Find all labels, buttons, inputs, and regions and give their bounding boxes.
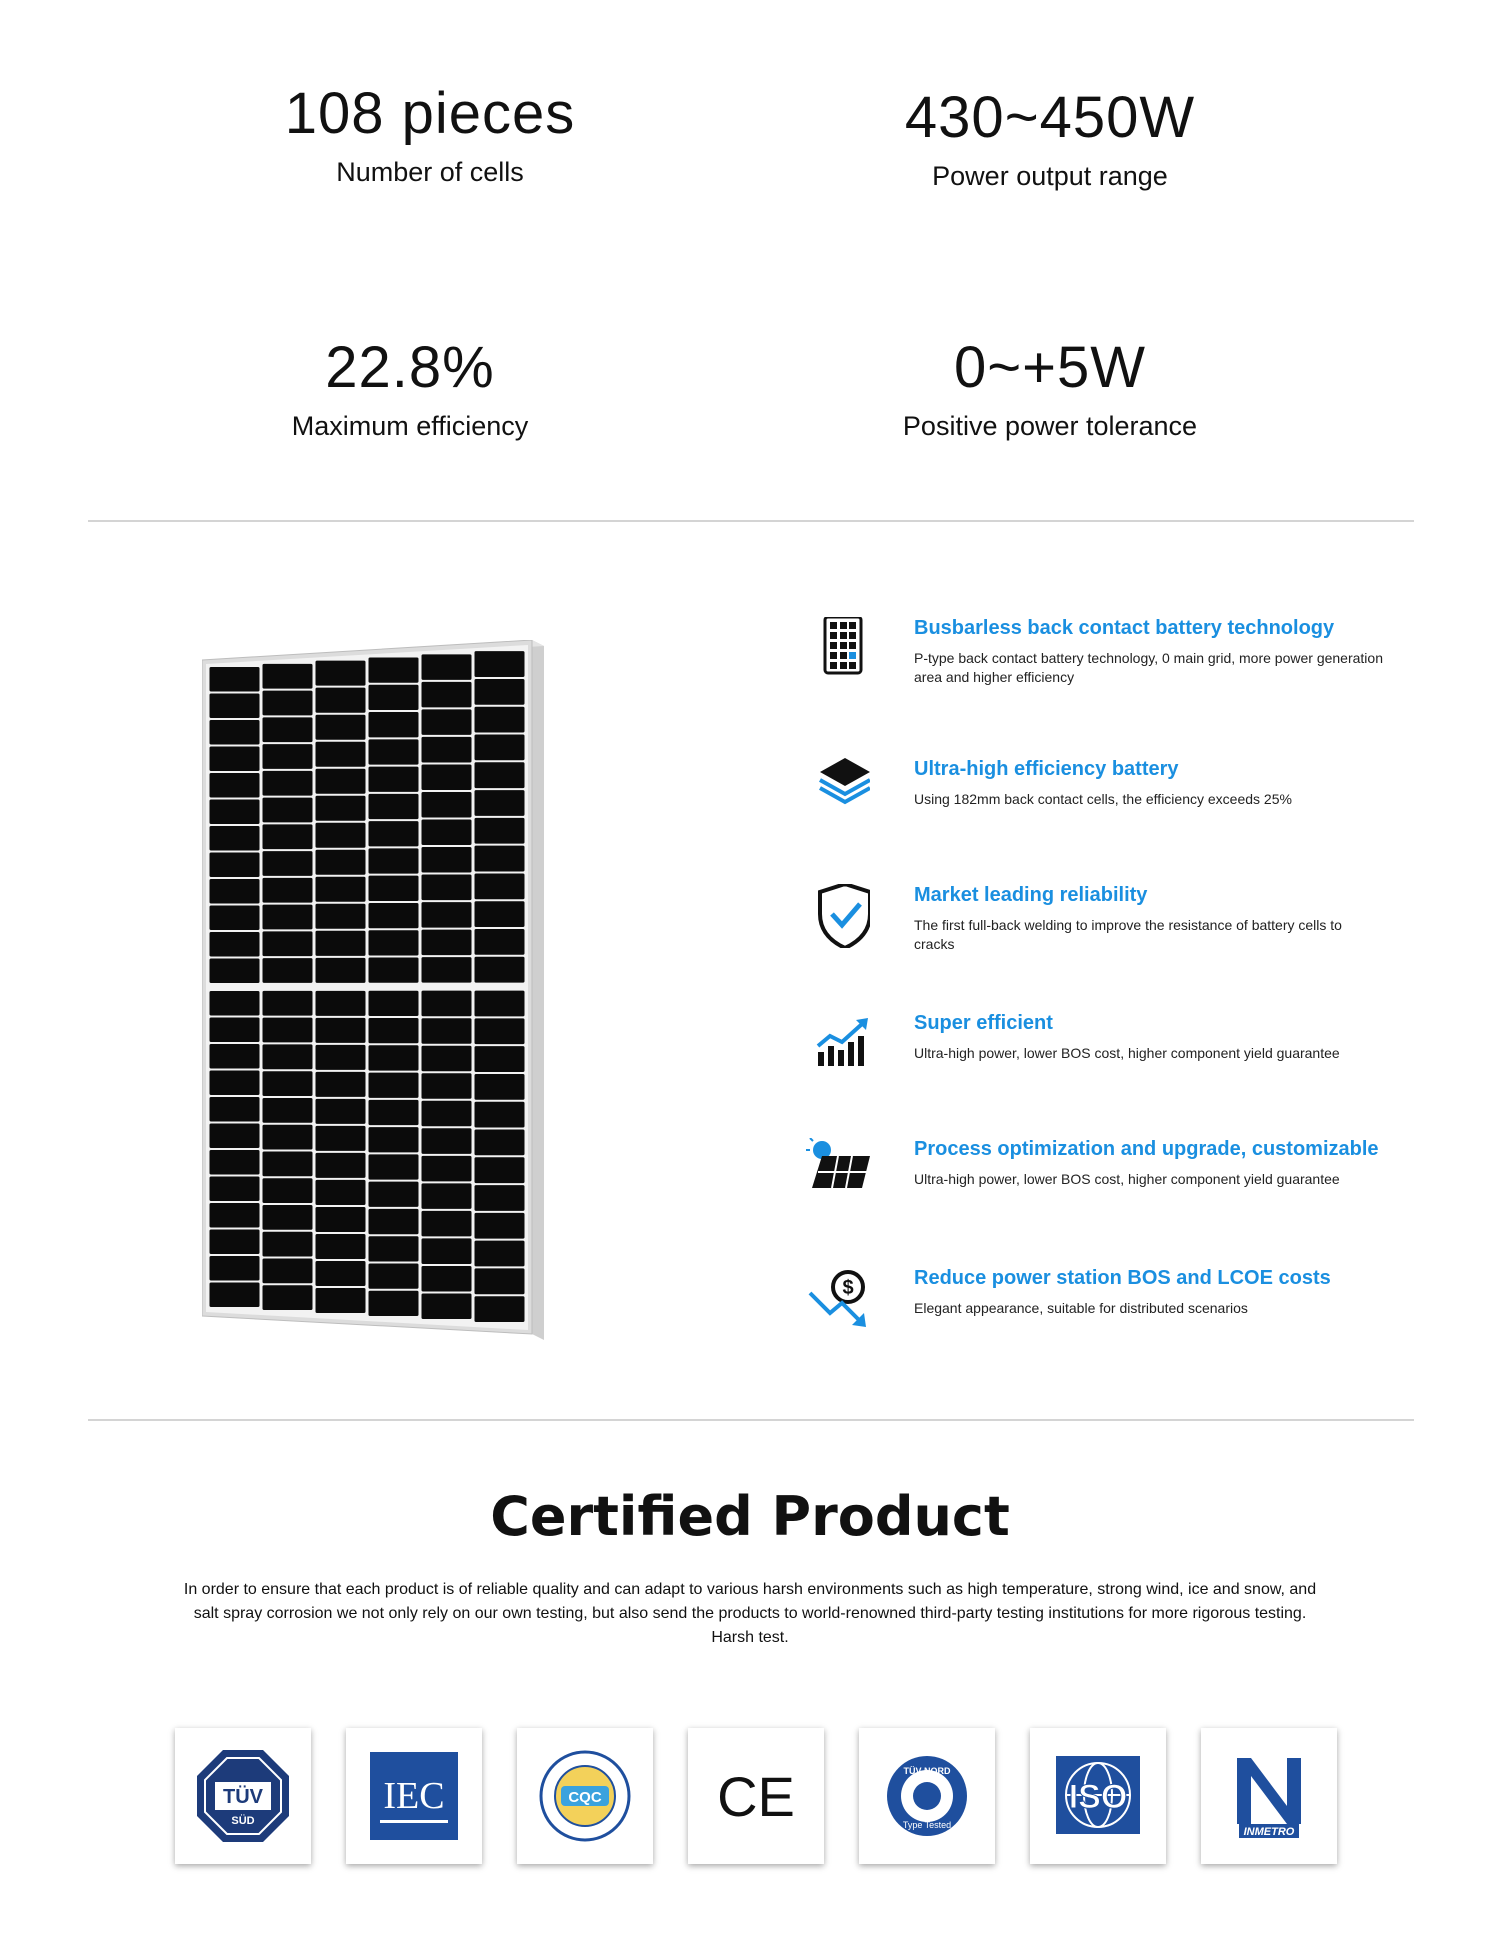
feature-description: Ultra-high power, lower BOS cost, higher component yield guarantee: [914, 1171, 1340, 1187]
certified-description: In order to ensure that each product is of reliable quality and can adapt to various harsh environments such as high temperature, strong wind, ice and snow, and salt spray corrosion we not only rely on our own testing, but also send the products to world-renowned third-party testing institutions for more rigorous testing. Harsh test.: [183, 1581, 1317, 1646]
feature-title: Reduce power station BOS and LCOE costs: [914, 1267, 1331, 1289]
sun-panel-icon: [800, 1138, 870, 1198]
svg-text:CE: CE: [717, 1765, 795, 1828]
feature-title: Busbarless back contact battery technology: [914, 617, 1335, 639]
feature-title: Super efficient: [914, 1012, 1053, 1034]
tuv-sud-logo: [175, 1728, 311, 1864]
growth-chart-icon: [800, 1012, 870, 1072]
svg-text:INMETRO: INMETRO: [1243, 1826, 1295, 1838]
stat-cells: [150, 80, 710, 188]
iso-logo: [1030, 1728, 1166, 1864]
stat-value: 430~450W: [904, 85, 1196, 150]
feature-description: Elegant appearance, suitable for distributed scenarios: [914, 1300, 1248, 1316]
certified-title: Certified Product: [490, 1485, 1010, 1548]
stat-efficiency: [130, 334, 690, 442]
cell-grid-icon: [800, 617, 870, 677]
feature-title: Market leading reliability: [914, 884, 1148, 906]
cqc-logo: [517, 1728, 653, 1864]
stat-value: 22.8%: [325, 335, 495, 400]
solar-panel-image: [202, 640, 544, 1340]
feature-description: P-type back contact battery technology, 0 main grid, more power generation area and higher efficiency: [914, 650, 1383, 685]
layers-icon: [800, 758, 870, 818]
stat-label: Maximum efficiency: [291, 411, 529, 441]
stat-power-range: [770, 84, 1330, 192]
svg-text:TÜV: TÜV: [223, 1786, 263, 1808]
tuv-nord-logo: [859, 1728, 995, 1864]
divider-top: [88, 520, 1414, 522]
stat-label: Number of cells: [336, 157, 524, 187]
stat-value: 108 pieces: [284, 81, 576, 146]
feature-title: Process optimization and upgrade, customizable: [914, 1138, 1379, 1160]
svg-text:SÜD: SÜD: [231, 1815, 255, 1827]
shield-check-icon: [800, 884, 870, 944]
svg-text:TÜV NORD: TÜV NORD: [903, 1766, 951, 1776]
svg-text:IEC: IEC: [383, 1775, 445, 1817]
feature-description: The first full-back welding to improve the resistance of battery cells to cracks: [914, 917, 1342, 952]
svg-text:ISO: ISO: [1068, 1778, 1128, 1816]
feature-description: Ultra-high power, lower BOS cost, higher component yield guarantee: [914, 1045, 1340, 1061]
feature-description: Using 182mm back contact cells, the efficiency exceeds 25%: [914, 791, 1292, 807]
ce-logo: [688, 1728, 824, 1864]
stat-label: Power output range: [932, 161, 1168, 191]
stat-tolerance: [770, 334, 1330, 442]
stat-label: Positive power tolerance: [902, 411, 1198, 441]
svg-text:CQC: CQC: [568, 1789, 602, 1806]
inmetro-logo: [1201, 1728, 1337, 1864]
divider-bottom: [88, 1419, 1414, 1421]
cost-down-icon: [800, 1267, 870, 1327]
iec-logo: [346, 1728, 482, 1864]
stat-value: 0~+5W: [954, 335, 1146, 400]
svg-text:Type Tested: Type Tested: [902, 1820, 952, 1830]
feature-title: Ultra-high efficiency battery: [914, 758, 1179, 780]
svg-text:$: $: [842, 1277, 854, 1299]
